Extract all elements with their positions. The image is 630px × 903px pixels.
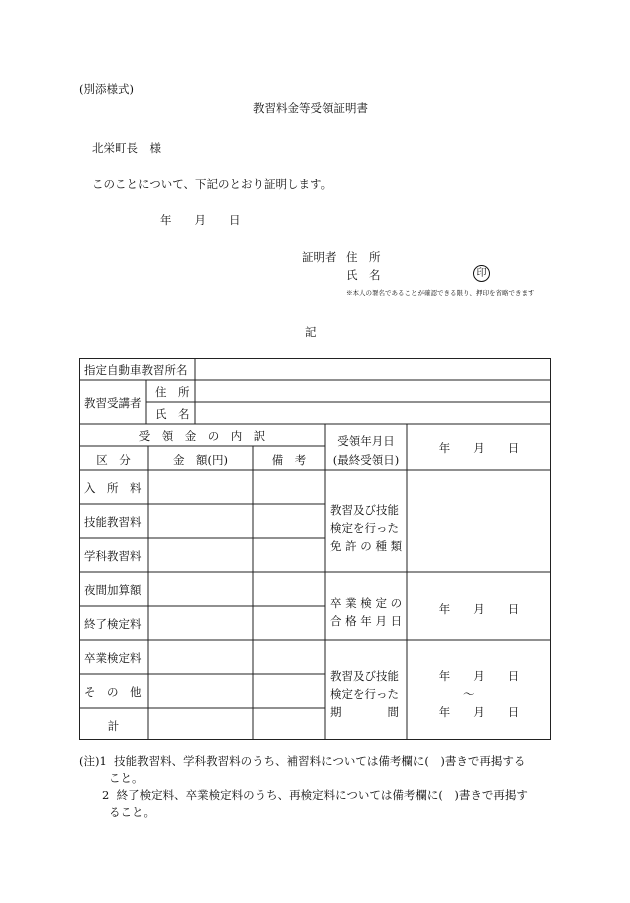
- period-label-2: 検定を行った: [330, 687, 399, 701]
- row-completion-exam-fee: 終了検定料: [84, 617, 142, 631]
- col-category: 区 分: [96, 453, 131, 467]
- col-amount: 金 額(円): [173, 453, 228, 467]
- note-1-line-2: こと。: [109, 771, 144, 785]
- date-line: 年 月 日: [160, 213, 241, 227]
- student-label: 教習受講者: [84, 396, 142, 410]
- statement: このことについて、下記のとおり証明します。: [92, 177, 333, 191]
- certifier-address-label: 住 所: [346, 250, 381, 264]
- student-address-label: 住 所: [155, 385, 190, 399]
- receipt-date-value: 年 月 日: [438, 441, 520, 455]
- graduation-date-label-1: 卒 業 検 定 の: [330, 596, 403, 610]
- note-2-line-1: [79, 787, 559, 804]
- seal-note: ※本人の署名であることが確認できる限り、押印を省略できます: [346, 289, 535, 297]
- graduation-date-label-2: 合 格 年 月 日: [330, 614, 403, 628]
- receipt-date-label-1: 受領年月日: [337, 434, 395, 448]
- school-name-label: 指定自動車教習所名: [84, 363, 188, 377]
- period-from: 年 月 日: [438, 669, 520, 683]
- graduation-date-value: 年 月 日: [438, 602, 520, 616]
- row-total: 計: [107, 719, 120, 733]
- license-type-label-2: 検定を行った: [330, 521, 399, 535]
- row-night-surcharge: 夜間加算額: [84, 583, 142, 597]
- notes-section: [79, 753, 559, 821]
- row-other: そ の 他: [84, 685, 142, 699]
- certifier-name-label: 氏 名: [346, 268, 381, 282]
- note-1-prefix: (注)1: [79, 754, 107, 768]
- note-2-line-2: ること。: [109, 805, 155, 819]
- license-type-label-1: 教習及び技能: [330, 503, 399, 517]
- note-2-prefix: 2: [102, 788, 110, 802]
- period-to: 年 月 日: [438, 705, 520, 719]
- row-classroom-lesson-fee: 学科教習料: [84, 549, 142, 563]
- period-tilde: ～: [463, 687, 475, 701]
- ki-mark: 記: [305, 325, 317, 339]
- col-remarks: 備 考: [271, 453, 307, 467]
- addressee: 北栄町長 様: [92, 141, 161, 155]
- certifier-label: 証明者: [302, 250, 337, 264]
- student-name-label: 氏 名: [155, 407, 190, 421]
- row-graduation-exam-fee: 卒業検定料: [84, 651, 142, 665]
- form-tag: (別添様式): [79, 82, 134, 96]
- period-label-1: 教習及び技能: [330, 669, 399, 683]
- receipt-table: [79, 358, 551, 740]
- receipt-date-label-2: (最終受領日): [332, 453, 400, 467]
- breakdown-header: 受 領 金 の 内 訳: [138, 429, 266, 443]
- period-label-3: 期 間: [330, 705, 399, 719]
- seal-mark: [473, 265, 490, 282]
- row-admission-fee: 入 所 料: [84, 481, 142, 495]
- row-skill-lesson-fee: 技能教習料: [84, 515, 142, 529]
- note-1-line-1: [79, 753, 559, 770]
- note-1-text: 技能教習料、学科教習料のうち、補習料については備考欄に( )書きで再掲する: [114, 754, 526, 768]
- note-2-text: 終了検定料、卒業検定料のうち、再検定料については備考欄に( )書きで再掲す: [116, 788, 528, 802]
- license-type-label-3: 免 許 の 種 類: [330, 539, 403, 553]
- seal-char: 印: [476, 268, 487, 279]
- document-title: 教習料金等受領証明書: [253, 101, 368, 115]
